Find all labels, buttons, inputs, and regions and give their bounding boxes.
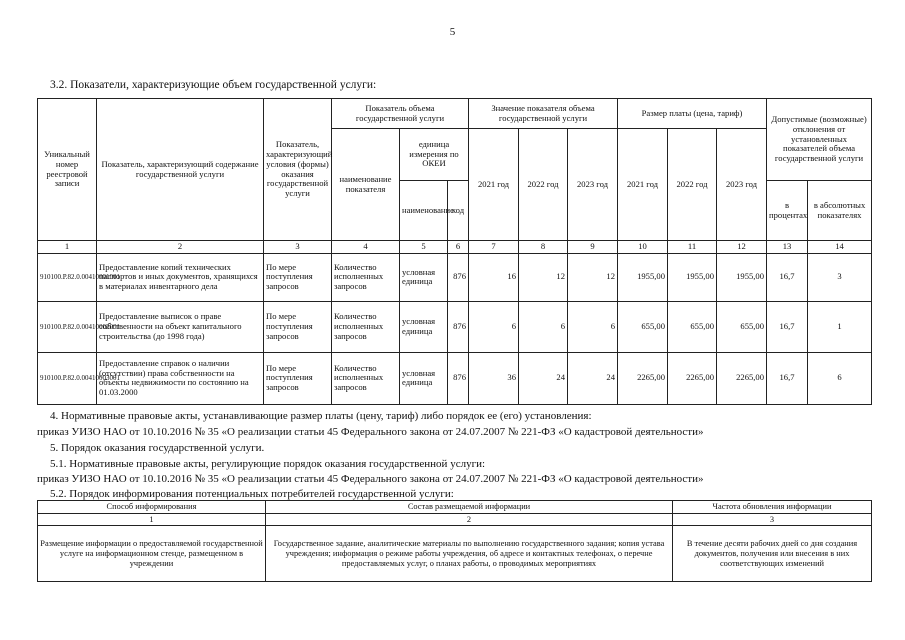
row-fee-2022: 655,00 (668, 301, 717, 352)
row-condition: По мере поступления запросов (264, 352, 332, 404)
row-fee-2021: 1955,00 (618, 253, 668, 301)
header-unique-number: Уникальный номер реестровой записи (38, 99, 97, 241)
row-content: Предоставление выписок о праве собственности на объект капитального строительства (до 1998 года) (97, 301, 264, 352)
row-unit: условная единица (400, 301, 448, 352)
header-content: Состав размещаемой информации (266, 501, 673, 514)
row-fee-2021: 655,00 (618, 301, 668, 352)
row-value-2023: 12 (568, 253, 618, 301)
col-number: 2 (97, 241, 264, 254)
row-dev-absolute: 1 (808, 301, 872, 352)
col-number: 6 (448, 241, 469, 254)
header-indicator-name: наименование показателя (332, 129, 400, 241)
row-indicator: Количество исполненных запросов (332, 301, 400, 352)
row-fee-2023: 2265,00 (717, 352, 767, 404)
header-fee-group: Размер платы (цена, тариф) (618, 99, 767, 129)
table-row (38, 526, 872, 582)
table-row (38, 301, 872, 352)
header-unit-name: наименование (400, 181, 448, 241)
row-value-2022: 12 (519, 253, 568, 301)
table-row (38, 253, 872, 301)
header-conditions-indicator: Показатель, характеризующий условия (формы) оказания государственной услуги (264, 99, 332, 241)
row-dev-absolute: 6 (808, 352, 872, 404)
row-code: 910100.Р.82.0.00410003001 (38, 352, 97, 404)
header-unit-code: код (448, 181, 469, 241)
row-unit: условная единица (400, 352, 448, 404)
row-value-2023: 24 (568, 352, 618, 404)
paragraph-5-2: 5.2. Порядок информирования потенциальных потребителей государственной услуги: (50, 488, 454, 500)
row-condition: По мере поступления запросов (264, 301, 332, 352)
informing-table (37, 500, 872, 582)
col-number: 13 (767, 241, 808, 254)
col-number: 5 (400, 241, 448, 254)
header-fee-2023: 2023 год (717, 129, 767, 241)
row-condition: По мере поступления запросов (264, 253, 332, 301)
col-number: 9 (568, 241, 618, 254)
row-fee-2023: 1955,00 (717, 253, 767, 301)
header-volume-indicator: Показатель объема государственной услуги (332, 99, 469, 129)
col-number: 1 (38, 513, 266, 526)
col-number: 1 (38, 241, 97, 254)
col-number: 8 (519, 241, 568, 254)
col-number: 4 (332, 241, 400, 254)
row-fee-2022: 1955,00 (668, 253, 717, 301)
header-year-2023: 2023 год (568, 129, 618, 241)
paragraph-4-order: приказ УИЗО НАО от 10.10.2016 № 35 «О реализации статьи 45 Федерального закона от 24.07.2007 № 221-ФЗ «О кадастровой деятельности» (37, 426, 704, 438)
page-number: 5 (449, 26, 456, 38)
col-number: 3 (673, 513, 872, 526)
row-content: Предоставление копий технических паспортов и иных документов, хранящихся в материалах инвентарного дела (97, 253, 264, 301)
row-value-2021: 16 (469, 253, 519, 301)
row-value-2022: 24 (519, 352, 568, 404)
row-okei: 876 (448, 301, 469, 352)
col-number: 2 (266, 513, 673, 526)
paragraph-5-1-order: приказ УИЗО НАО от 10.10.2016 № 35 «О реализации статьи 45 Федерального закона от 24.07.2007 № 221-ФЗ «О кадастровой деятельности» (37, 473, 704, 485)
paragraph-5: 5. Порядок оказания государственной услуги. (50, 442, 265, 454)
row-value-2023: 6 (568, 301, 618, 352)
row-dev-absolute: 3 (808, 253, 872, 301)
row-content: Государственное задание, аналитические материалы по выполнению государственного задания; копия устава учреждения; информация о режиме работы учреждения, об адресе и контактных телефонах, о перечне предоставляемых услуг, о планах работы, о проводимых мероприятиях (266, 526, 673, 582)
paragraph-4: 4. Нормативные правовые акты, устанавливающие размер платы (цену, тариф) либо порядок ее (его) установления: (50, 410, 592, 422)
row-code: 910100.Р.82.0.00410002001 (38, 301, 97, 352)
header-dev-percent: в процентах (767, 181, 808, 241)
header-year-2022: 2022 год (519, 129, 568, 241)
row-fee-2021: 2265,00 (618, 352, 668, 404)
paragraph-5-1: 5.1. Нормативные правовые акты, регулирующие порядок оказания государственной услуги: (50, 458, 486, 470)
row-value-2021: 6 (469, 301, 519, 352)
header-year-2021: 2021 год (469, 129, 519, 241)
col-number: 12 (717, 241, 767, 254)
row-dev-percent: 16,7 (767, 301, 808, 352)
table-row (38, 352, 872, 404)
row-frequency: В течение десяти рабочих дней со дня создания документов, получения или внесения в них соответствующих изменений (673, 526, 872, 582)
row-indicator: Количество исполненных запросов (332, 352, 400, 404)
row-content: Предоставление справок о наличии (отсутствии) права собственности на объекты недвижимости по состоянию на 01.03.2000 (97, 352, 264, 404)
col-number: 10 (618, 241, 668, 254)
row-okei: 876 (448, 352, 469, 404)
header-frequency: Частота обновления информации (673, 501, 872, 514)
row-value-2022: 6 (519, 301, 568, 352)
row-dev-percent: 16,7 (767, 352, 808, 404)
volume-indicators-table (37, 98, 872, 405)
header-value-group: Значение показателя объема государственной услуги (469, 99, 618, 129)
header-unit-okei: единица измерения по ОКЕИ (400, 129, 469, 181)
col-number: 3 (264, 241, 332, 254)
header-content-indicator: Показатель, характеризующий содержание государственной услуги (97, 99, 264, 241)
row-method: Размещение информации о предоставляемой государственной услуге на информационном стенде, размещенном в учреждении (38, 526, 266, 582)
row-unit: условная единица (400, 253, 448, 301)
row-fee-2023: 655,00 (717, 301, 767, 352)
row-dev-percent: 16,7 (767, 253, 808, 301)
row-code: 910100.Р.82.0.00410001001 (38, 253, 97, 301)
header-fee-2022: 2022 год (668, 129, 717, 241)
section-3-2-title: 3.2. Показатели, характеризующие объем государственной услуги: (50, 79, 377, 91)
row-okei: 876 (448, 253, 469, 301)
row-fee-2022: 2265,00 (668, 352, 717, 404)
header-fee-2021: 2021 год (618, 129, 668, 241)
col-number: 14 (808, 241, 872, 254)
col-number: 11 (668, 241, 717, 254)
col-number: 7 (469, 241, 519, 254)
header-dev-absolute: в абсолютных показателях (808, 181, 872, 241)
header-method: Способ информирования (38, 501, 266, 514)
row-indicator: Количество исполненных запросов (332, 253, 400, 301)
header-deviation-group: Допустимые (возможные) отклонения от установленных показателей объема государственной услуги (767, 99, 872, 181)
row-value-2021: 36 (469, 352, 519, 404)
